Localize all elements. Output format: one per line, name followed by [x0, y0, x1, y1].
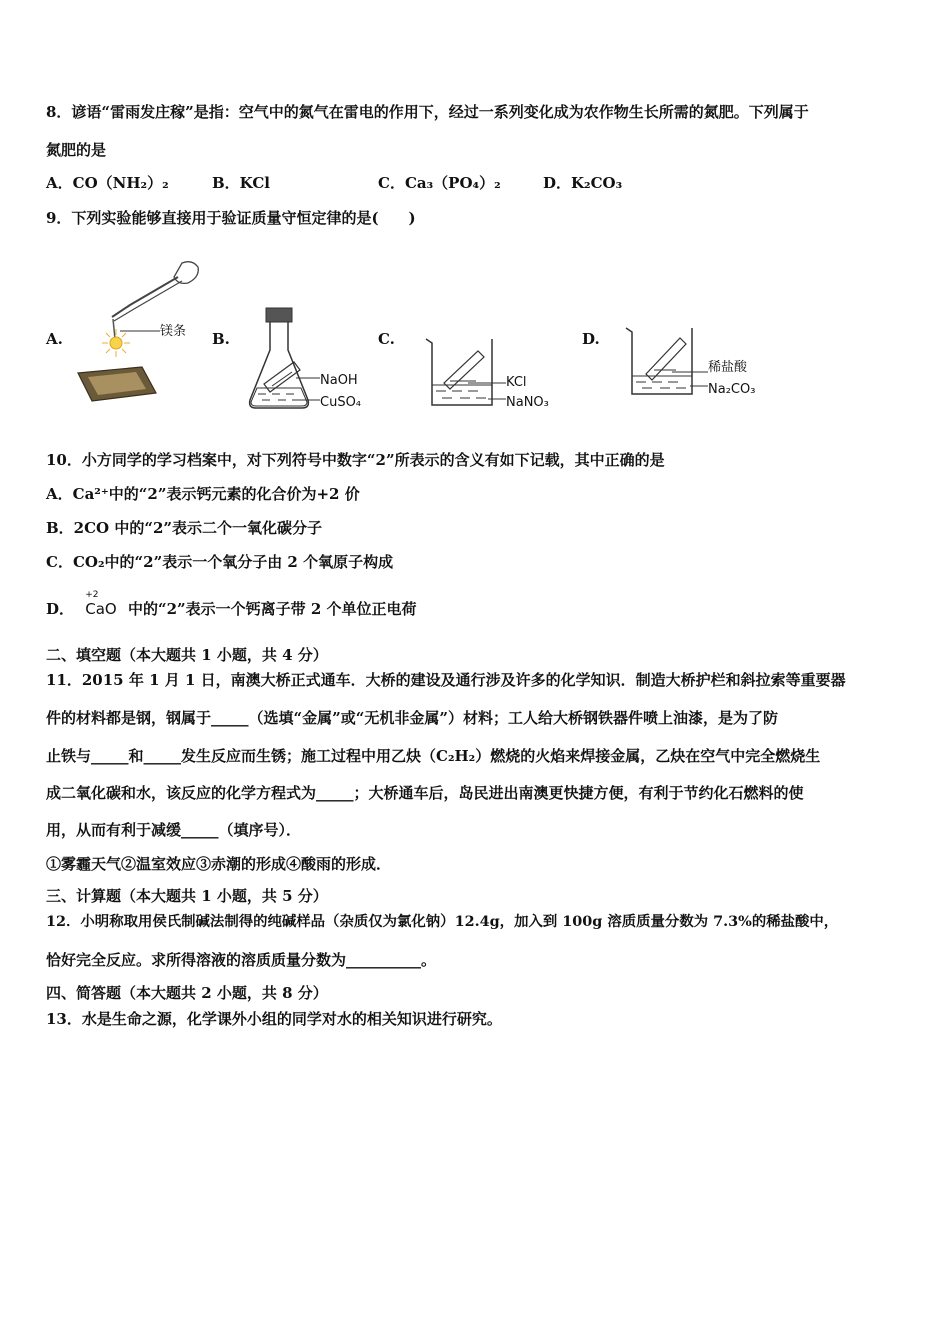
section-2-heading: 二、填空题（本大题共 1 小题，共 4 分）	[46, 646, 328, 664]
q10-option-b: B．2CO 中的“2”表示二个一氧化碳分子	[46, 519, 323, 537]
q11-line5: 用，从而有利于减缓_____（填序号）．	[46, 821, 302, 839]
q9-b-label-cuso4: CuSO₄	[320, 395, 362, 410]
q8-option-c: C．Ca₃（PO₄）₂	[378, 174, 501, 192]
section-4-heading: 四、简答题（本大题共 2 小题，共 8 分）	[46, 984, 328, 1002]
q11-line2: 件的材料都是钢，钢属于_____（选填“金属”或“无机非金属”）材料；工人给大桥钢铁器件喷上油漆，是为了防	[46, 709, 779, 727]
q8-stem-line1: 8．谚语“雷雨发庄稼”是指：空气中的氮气在雷电的作用下，经过一系列变化成为农作物生长所需的氮肥。下列属于	[46, 103, 809, 121]
q10-option-a: A．Ca²⁺中的“2”表示钙元素的化合价为+2 价	[46, 485, 360, 503]
q8-stem-line2: 氮肥的是	[46, 141, 107, 159]
q9-option-d-letter: D.	[582, 330, 600, 348]
q9-d-label-na2co3: Na₂CO₃	[708, 382, 756, 397]
q11-line1: 11．2015 年 1 月 1 日，南澳大桥正式通车．大桥的建设及通行涉及许多的化学知识．制造大桥护栏和斜拉索等重要器	[46, 671, 846, 689]
q10-option-d	[46, 590, 417, 619]
q13-stem: 13．水是生命之源，化学课外小组的同学对水的相关知识进行研究。	[46, 1010, 502, 1028]
q12-line2: 恰好完全反应。求所得溶液的溶质质量分数为__________。	[46, 951, 437, 969]
q8-option-a: A．CO（NH₂）₂	[46, 174, 169, 192]
q10-cao-text: CaO	[85, 600, 117, 618]
q10-option-d-prefix: D．	[46, 600, 75, 618]
q9-figure-c-beaker	[422, 333, 510, 413]
q9-c-label-nano3: NaNO₃	[506, 395, 549, 410]
section-3-heading: 三、计算题（本大题共 1 小题，共 5 分）	[46, 887, 328, 905]
q9-figure-d-beaker	[622, 322, 712, 402]
q9-b-label-naoh: NaOH	[320, 373, 358, 388]
q9-figure-b-flask	[244, 300, 324, 415]
q9-option-b-letter: B.	[212, 330, 230, 348]
q11-line6: ①雾霾天气②温室效应③赤潮的形成④酸雨的形成．	[46, 855, 392, 873]
q10-stem: 10．小方同学的学习档案中，对下列符号中数字“2”所表示的含义有如下记载，其中正确的是	[46, 451, 665, 469]
q9-d-label-hcl: 稀盐酸	[708, 360, 748, 375]
q10-option-d-rest: 中的“2”表示一个钙离子带 2 个单位正电荷	[127, 600, 417, 618]
q9-c-label-kcl: KCl	[506, 375, 527, 390]
q9-option-a-letter: A.	[46, 330, 63, 348]
q11-line3: 止铁与_____和_____发生反应而生锈；施工过程中用乙炔（C₂H₂）燃烧的火焰来焊接金属，乙炔在空气中完全燃烧生	[46, 747, 821, 765]
q9-stem: 9．下列实验能够直接用于验证质量守恒定律的是( )	[46, 209, 416, 227]
q9-option-c-letter: C.	[378, 330, 395, 348]
q8-option-b: B．KCl	[212, 174, 270, 192]
q12-line1: 12．小明称取用侯氏制碱法制得的纯碱样品（杂质仅为氯化钠）12.4g，加入到 100g 溶质质量分数为 7.3%的稀盐酸中，	[46, 913, 839, 930]
q8-option-d: D．K₂CO₃	[543, 174, 623, 192]
q10-cao-formula	[79, 590, 122, 619]
q9-a-label-magnesium: 镁条	[160, 324, 187, 339]
q10-cao-valence: +2	[85, 590, 99, 600]
q11-line4: 成二氧化碳和水，该反应的化学方程式为_____；大桥通车后，岛民进出南澳更快捷方便，有利于节约化石燃料的使	[46, 784, 804, 802]
q10-option-c: C．CO₂中的“2”表示一个氧分子由 2 个氧原子构成	[46, 553, 394, 571]
